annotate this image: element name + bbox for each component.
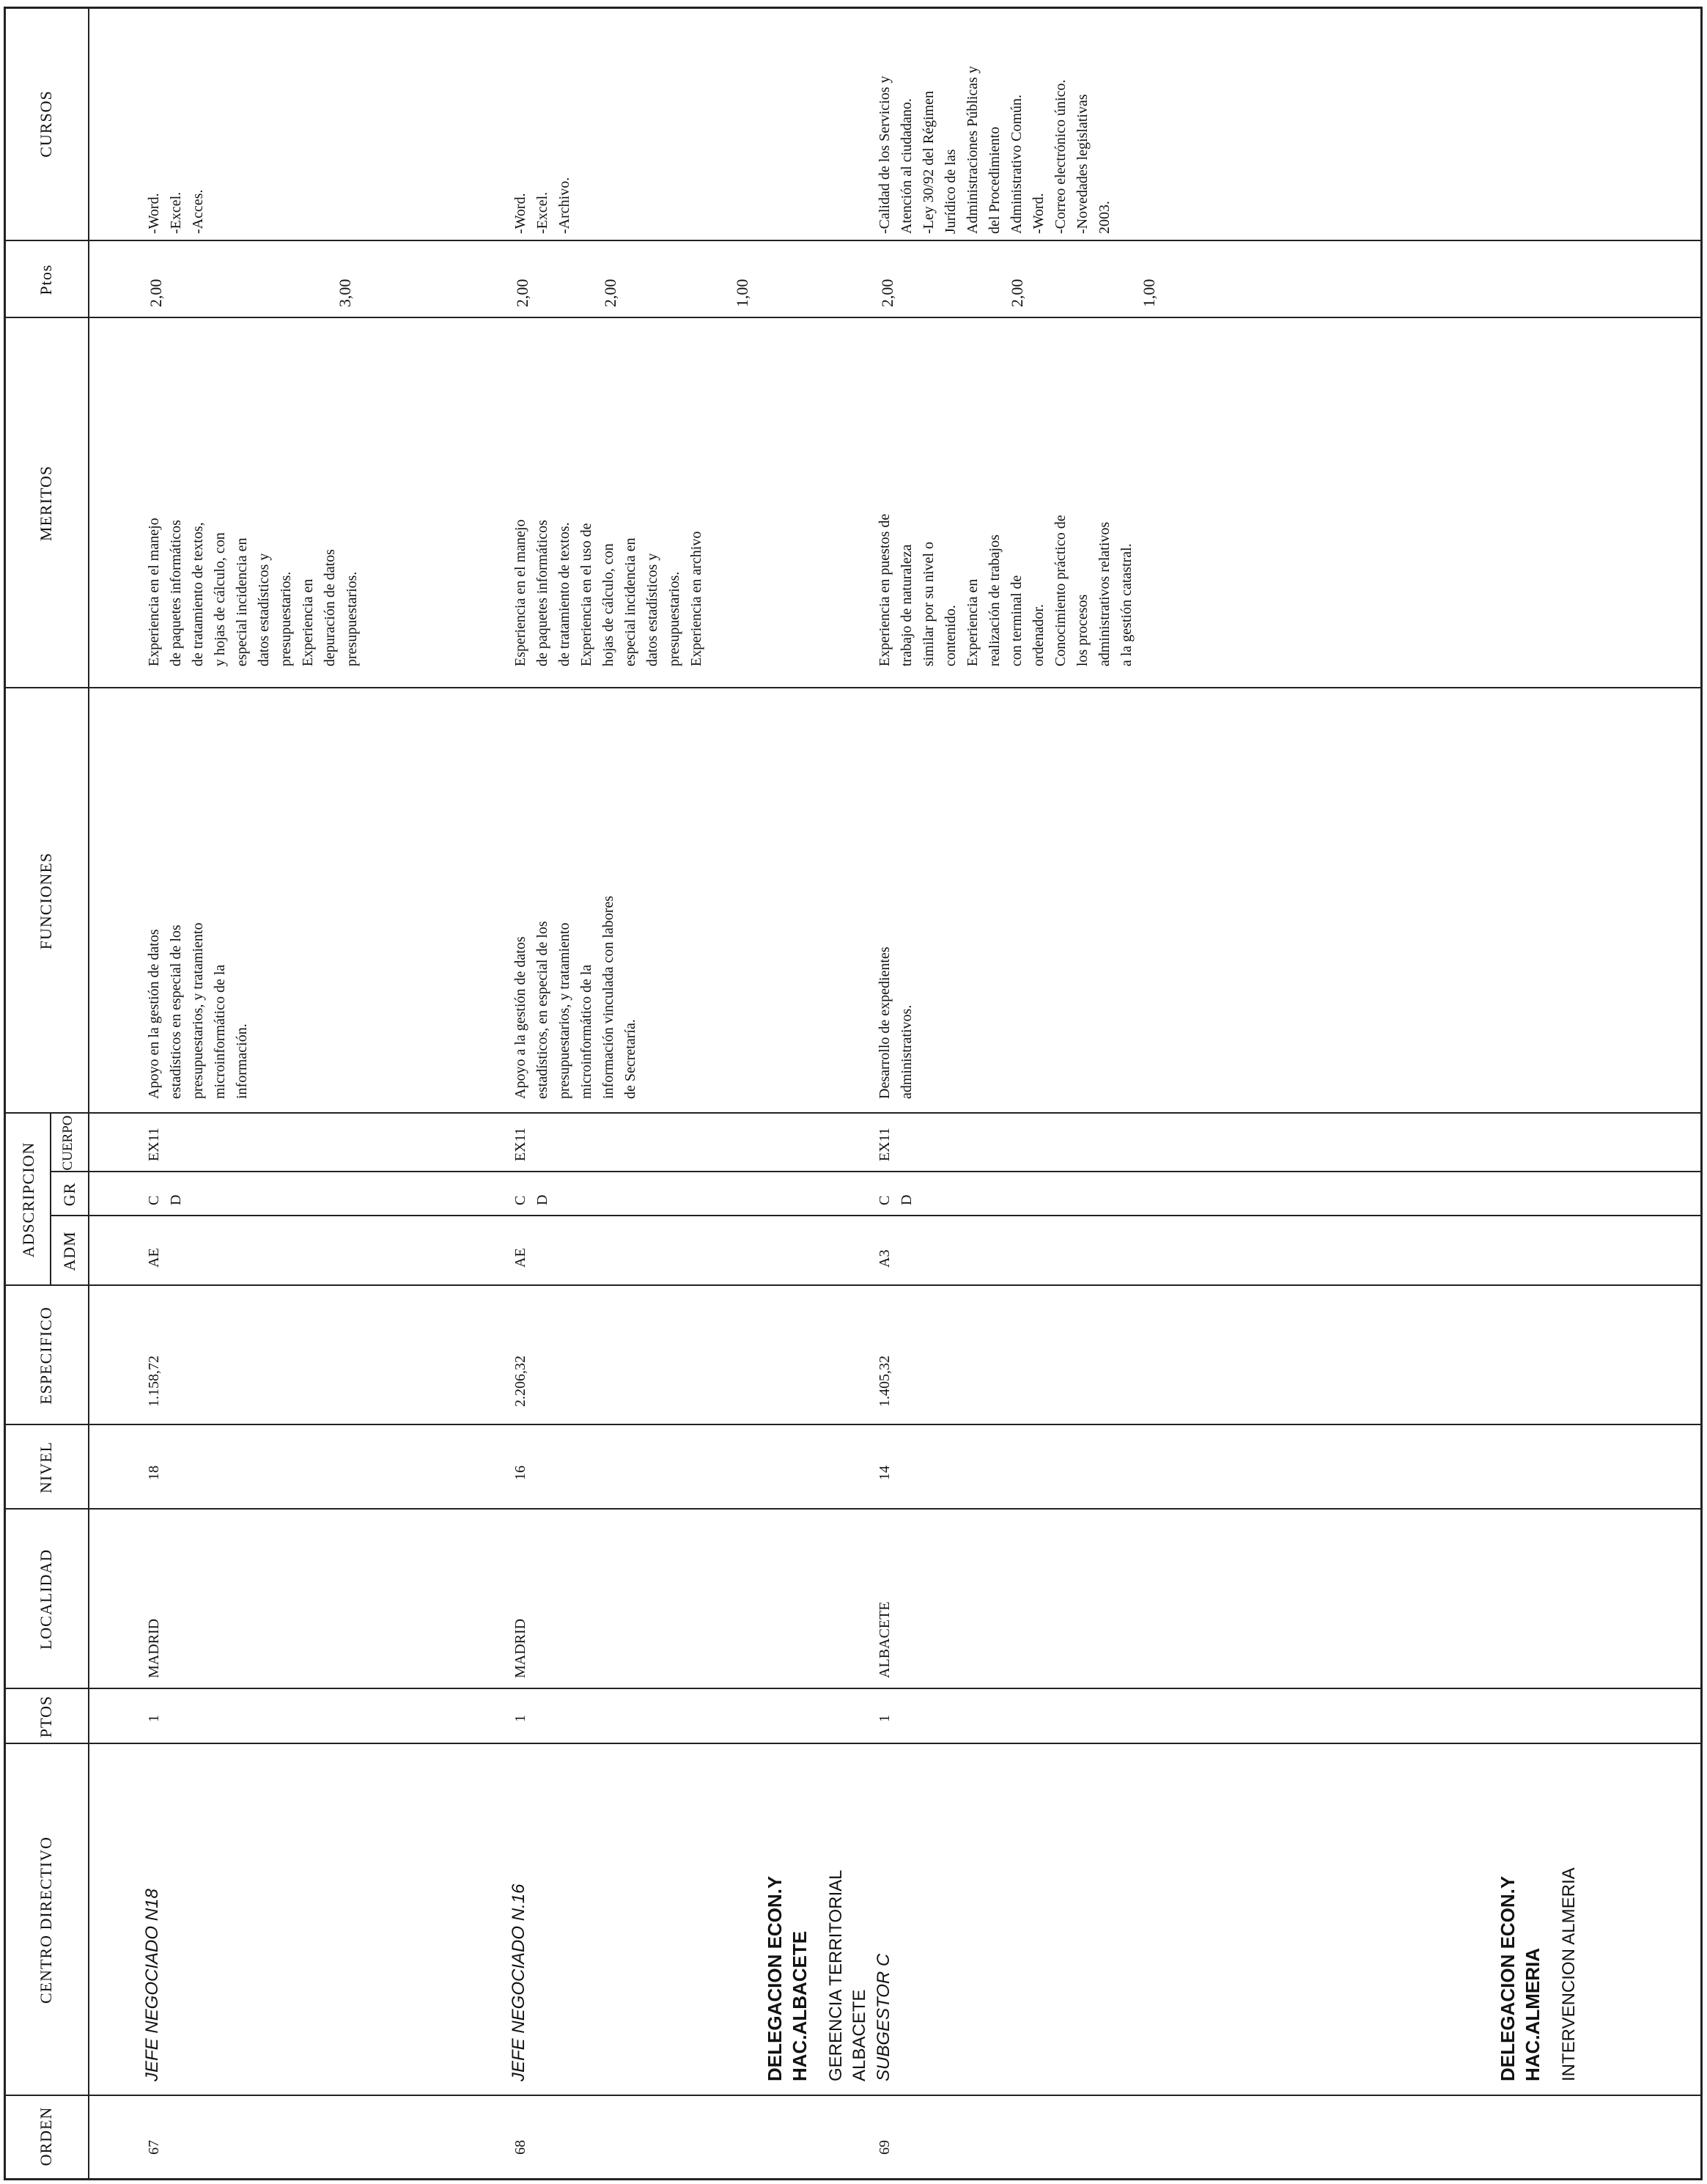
header-meritos: MERITOS xyxy=(37,465,55,542)
row-67-centro: JEFE NEGOCIADO N18 xyxy=(142,1889,162,2081)
footer-org2: INTERVENCION ALMERIA xyxy=(1559,1867,1579,2081)
row-67-orden: 67 xyxy=(146,2140,162,2155)
row-67-ptos-merito: 2,00 xyxy=(147,279,165,307)
row-67-gr: C D xyxy=(146,1194,184,1205)
col-divider xyxy=(4,317,1703,318)
row-68-cursos: -Word. -Excel. -Archivo. xyxy=(512,177,572,234)
row-67-nivel: 18 xyxy=(146,1466,162,1480)
row-69-ptos-merito: 2,00 xyxy=(878,279,896,307)
header-especifico: ESPECIFICO xyxy=(37,1306,55,1405)
header-adscripcion: ADSCRIPCION xyxy=(19,1141,37,1258)
row-67-localidad: MADRID xyxy=(146,1618,162,1678)
row-67-meritos: Experiencia en el manejo de paquetes informáticos de tratamiento de textos, y hojas de cálculo, con especial incidencia en datos estadísticos y presupuestarios. Experiencia en depuración de datos presupuestarios. xyxy=(146,518,360,666)
header-adm: ADM xyxy=(60,1231,78,1271)
col-divider xyxy=(4,1284,1703,1286)
col-divider xyxy=(4,1688,1703,1689)
header-orden: ORDEN xyxy=(37,2106,55,2166)
col-divider xyxy=(4,2095,1703,2096)
row-69-especifico: 1.405,32 xyxy=(877,1356,893,1407)
row-68-ptos: 1 xyxy=(512,1715,528,1722)
row-69-cuerpo: EX11 xyxy=(877,1128,893,1161)
row-69-orden: 69 xyxy=(877,2140,893,2155)
row-67-ptos: 1 xyxy=(146,1715,162,1722)
col-divider xyxy=(4,1424,1703,1425)
row-68-especifico: 2.206,32 xyxy=(512,1356,528,1407)
header-localidad: LOCALIDAD xyxy=(37,1548,55,1650)
row-68-ptos-merito: 2,00 xyxy=(513,279,531,307)
row-68-gr: C D xyxy=(512,1194,550,1205)
header-nivel: NIVEL xyxy=(37,1441,55,1493)
row-69-meritos: Experiencia en puestos de trabajo de naturaleza similar por su nivel o contenido. Experiencia en realización de trabajos con terminal de ordenador. Conocimiento práctico de los procesos administrativos relativos a la gestión catastral. xyxy=(877,513,1135,666)
row-67-adm: AE xyxy=(146,1248,162,1268)
row-67-cuerpo: EX11 xyxy=(146,1128,162,1161)
row-69-ptos-merito: 2,00 xyxy=(1008,279,1026,307)
row-68-ptos-merito: 2,00 xyxy=(601,279,619,307)
header-cursos: CURSOS xyxy=(37,90,55,158)
col-divider xyxy=(4,1112,1703,1114)
row-69-centro: SUBGESTOR C xyxy=(874,1953,893,2081)
header-gr: GR xyxy=(60,1182,78,1207)
row-67-cursos: -Word. -Excel. -Acces. xyxy=(146,189,206,234)
row-68-funciones: Apoyo a la gestión de datos estadísticos, en especial de los presupuestarios, y tratamiento microinformático de la información vinculada con labores de Secretaría. xyxy=(512,895,638,1099)
row-68-centro: JEFE NEGOCIADO N.16 xyxy=(509,1883,528,2081)
row-69-nivel: 14 xyxy=(877,1466,893,1480)
header-divider xyxy=(88,7,89,2180)
row-69-ptos: 1 xyxy=(877,1715,893,1722)
col-divider xyxy=(4,240,1703,241)
adscripcion-subheader-line xyxy=(50,1114,51,1286)
row-69-gr: C D xyxy=(877,1194,915,1205)
footer-org1: DELEGACION ECON.Y HAC.ALMERIA xyxy=(1497,1875,1544,2081)
row-67-ptos-merito: 3,00 xyxy=(336,279,354,307)
col-divider xyxy=(50,1171,1703,1172)
row-68-cuerpo: EX11 xyxy=(512,1128,528,1161)
row-68-nivel: 16 xyxy=(512,1466,528,1480)
col-divider xyxy=(4,1743,1703,1744)
col-divider xyxy=(4,1508,1703,1510)
header-ptos: PTOS xyxy=(37,1695,55,1738)
header-cuerpo: CUERPO xyxy=(60,1115,75,1171)
row-69-ptos-merito: 1,00 xyxy=(1140,279,1158,307)
col-divider xyxy=(50,1215,1703,1216)
header-funciones: FUNCIONES xyxy=(37,852,55,950)
col-divider xyxy=(4,687,1703,688)
row-68-ptos-merito: 1,00 xyxy=(733,279,751,307)
row-69-funciones: Desarrollo de expedientes administrativos. xyxy=(877,946,915,1099)
row-68-orden: 68 xyxy=(512,2140,528,2155)
header-ptos-meritos: Ptos xyxy=(37,264,55,295)
row-69-adm: A3 xyxy=(877,1249,893,1268)
row-69-org1: DELEGACION ECON.Y HAC.ALBACETE xyxy=(764,1875,811,2081)
header-centro: CENTRO DIRECTIVO xyxy=(37,1836,55,2004)
row-68-meritos: Esperiencia en el manejo de paquetes informáticos de tratamiento de textos. Experiencia en el uso de hojas de cálculo, con especial incidencia en datos estadísticos y presupuestarios. Experiencia en archivo xyxy=(512,519,704,666)
row-69-cursos: -Calidad de los Servicios y Atención al ciudadano. -Ley 30/92 del Régimen Jurídico de las Administraciones Públicas y del Procedimiento Administrativo Común. -Word. -Correo electrónico único. -Novedades legislativas 2003. xyxy=(877,66,1113,234)
row-67-funciones: Apoyo en la gestión de datos estadísticos en especial de los presupuestarios, y tratamiento microinformático de la información. xyxy=(146,922,250,1099)
row-69-org2: GERENCIA TERRITORIAL ALBACETE xyxy=(826,1869,869,2081)
row-68-localidad: MADRID xyxy=(512,1618,528,1678)
row-68-adm: AE xyxy=(512,1248,528,1268)
row-69-localidad: ALBACETE xyxy=(877,1601,893,1678)
row-67-especifico: 1.158,72 xyxy=(146,1356,162,1407)
